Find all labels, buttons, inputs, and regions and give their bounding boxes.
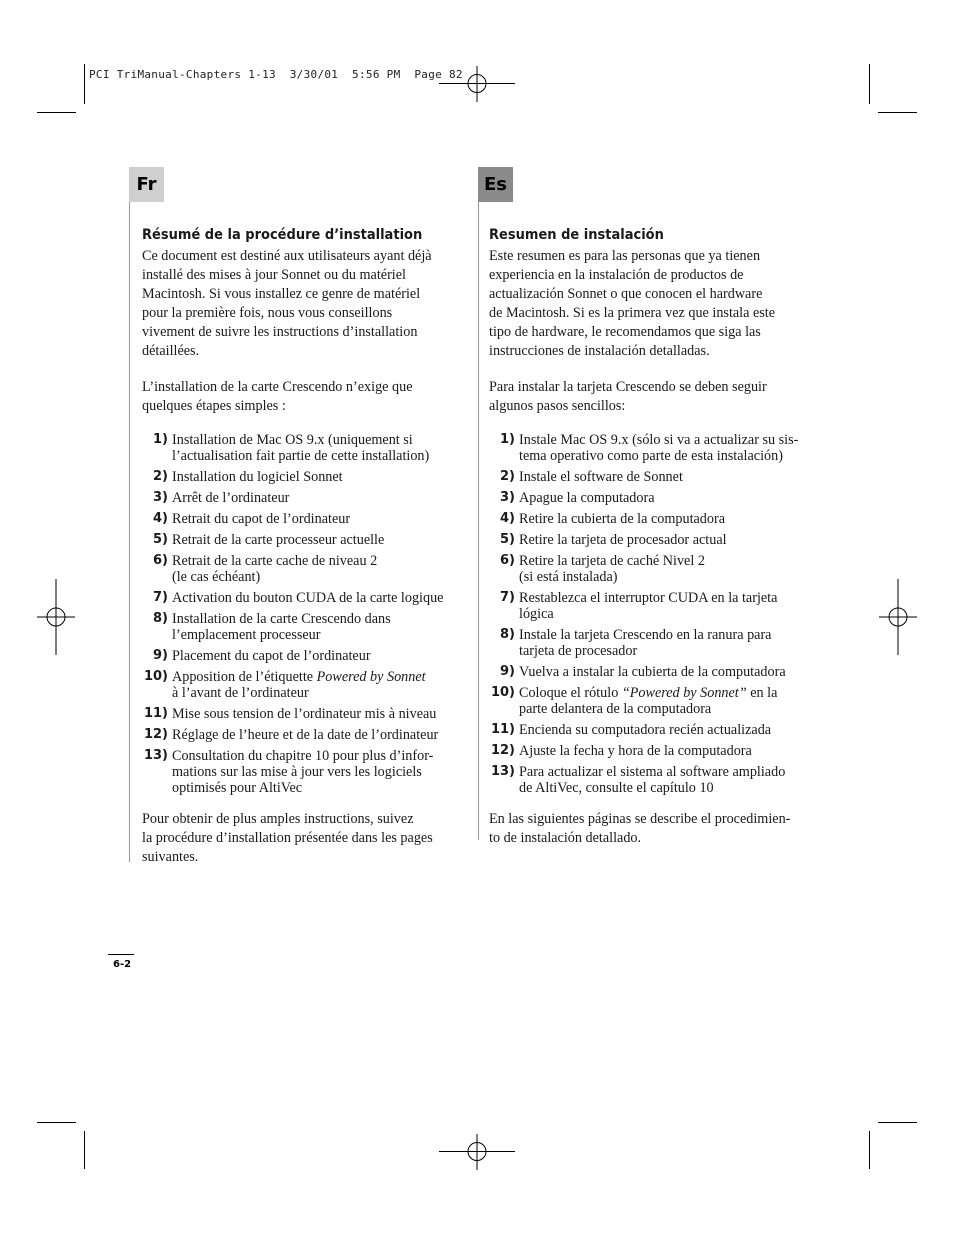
list-item: 9) Placement du capot de l’ordinateur — [153, 648, 371, 665]
crop-mark-bottom-left-h — [37, 1122, 76, 1123]
crop-mark-top-right-h — [878, 112, 917, 113]
text-line: la procédure d’installation présentée dans les pages — [142, 830, 433, 847]
text-line: algunos pasos sencillos: — [489, 398, 626, 415]
text-line: installé des mises à jour Sonnet ou du matériel — [142, 266, 406, 283]
column-rule-right — [478, 202, 479, 840]
text-line: suivantes. — [142, 849, 199, 866]
list-item: 4) Retrait du capot de l’ordinateur — [153, 511, 351, 528]
registration-mark-left-icon — [37, 579, 75, 655]
list-item: 6) Retrait de la carte cache de niveau 2 (le cas échéant) — [153, 553, 378, 586]
list-item: 7) Activation du bouton CUDA de la carte logique — [153, 590, 444, 607]
spanish-lead — [489, 378, 801, 416]
registration-mark-right-icon — [879, 579, 917, 655]
list-item: 11) Encienda su computadora recién actualizada — [490, 722, 772, 739]
text-line: détaillées. — [142, 342, 200, 359]
text-line: Pour obtenir de plus amples instructions, suivez — [142, 811, 414, 828]
page-number: 6-2 — [113, 959, 132, 970]
list-item: 12) Ajuste la fecha y hora de la computadora — [490, 743, 752, 760]
french-intro — [142, 247, 462, 360]
crop-mark-bottom-right-h — [878, 1122, 917, 1123]
registration-mark-top-icon — [439, 66, 515, 102]
list-item: 4) Retire la cubierta de la computadora — [500, 511, 726, 528]
language-tab-spanish: Es — [478, 167, 513, 202]
print-slug: PCI TriManual-Chapters 1-13 3/30/01 5:56 PM Page 82 — [89, 68, 463, 81]
registration-mark-bottom-icon — [439, 1134, 515, 1170]
text-line: En las siguientes páginas se describe el procedimien- — [489, 811, 791, 828]
list-item: 12) Réglage de l’heure et de la date de l’ordinateur — [143, 727, 439, 744]
text-line: Ce document est destiné aux utilisateurs ayant déjà — [142, 248, 432, 264]
text-line: Para instalar la tarjeta Crescendo se deben seguir — [489, 379, 767, 396]
folio-rule — [108, 954, 134, 955]
list-item: 10) Apposition de l’étiquette Powered by Sonnet à l’avant de l’ordinateur — [143, 669, 426, 702]
list-item: 10) Coloque el rótulo “Powered by Sonnet” en la parte delantera de la computadora — [490, 685, 778, 718]
list-item: 8) Installation de la carte Crescendo dans l’emplacement processeur — [153, 611, 391, 644]
crop-mark-top-left-h — [37, 112, 76, 113]
list-item: 5) Retire la tarjeta de procesador actual — [500, 532, 727, 549]
list-item: 7) Restablezca el interruptor CUDA en la tarjeta lógica — [500, 590, 778, 623]
crop-mark-bottom-left-v — [84, 1131, 85, 1169]
list-item: 11) Mise sous tension de l’ordinateur mis à niveau — [143, 706, 437, 723]
list-item: 9) Vuelva a instalar la cubierta de la computadora — [500, 664, 786, 681]
crop-mark-bottom-right-v — [869, 1131, 870, 1169]
list-item: 1) Installation de Mac OS 9.x (uniquement si l’actualisation fait partie de cette installation) — [153, 432, 430, 465]
list-item: 2) Installation du logiciel Sonnet — [153, 469, 343, 486]
crop-mark-top-right-v — [869, 64, 870, 104]
list-item: 8) Instale la tarjeta Crescendo en la ranura para tarjeta de procesador — [500, 627, 772, 660]
french-outro — [142, 810, 462, 867]
column-rule-left — [129, 202, 130, 862]
list-item: 3) Arrêt de l’ordinateur — [153, 490, 290, 507]
text-line: experiencia en la instalación de productos de — [489, 266, 744, 283]
text-line: to de instalación detallado. — [489, 830, 642, 847]
text-line: actualización Sonnet o que conocen el hardware — [489, 285, 763, 302]
list-item: 13) Para actualizar el sistema al software ampliado de AltiVec, consulte el capítulo 10 — [490, 764, 786, 797]
text-line: quelques étapes simples : — [142, 398, 286, 415]
list-item: 6) Retire la tarjeta de caché Nivel 2 (si está instalada) — [500, 553, 705, 586]
text-line: pour la première fois, nous vous conseillons — [142, 304, 393, 321]
list-item: 13) Consultation du chapitre 10 pour plus d’infor- mations sur las mise à jour vers les logiciels optimisés pour AltiVec — [143, 748, 434, 797]
french-heading: Résumé de la procédure d’installation — [142, 227, 423, 243]
list-item: 5) Retrait de la carte processeur actuelle — [153, 532, 385, 549]
text-line: vivement de suivre les instructions d’installation — [142, 323, 418, 340]
text-line: Este resumen es para las personas que ya tienen — [489, 248, 761, 264]
french-lead — [142, 378, 462, 416]
list-item: 1) Instale Mac OS 9.x (sólo si va a actualizar su sis- tema operativo como parte de esta instalación) — [500, 432, 799, 465]
spanish-outro — [489, 810, 801, 848]
spanish-column — [489, 226, 801, 848]
crop-mark-top-left-v — [84, 64, 85, 104]
spanish-steps-list — [489, 432, 801, 796]
list-item: 3) Apague la computadora — [500, 490, 655, 507]
french-steps-list — [142, 432, 462, 796]
french-column — [142, 226, 462, 867]
text-line: de Macintosh. Si es la primera vez que instala este — [489, 304, 776, 321]
text-line: instrucciones de instalación detalladas. — [489, 342, 710, 359]
text-line: tipo de hardware, le recomendamos que siga las — [489, 323, 761, 340]
spanish-heading: Resumen de instalación — [489, 227, 664, 243]
list-item: 2) Instale el software de Sonnet — [500, 469, 683, 486]
text-line: Macintosh. Si vous installez ce genre de matériel — [142, 285, 421, 302]
language-tab-french: Fr — [129, 167, 164, 202]
spanish-intro — [489, 247, 801, 360]
text-line: L’installation de la carte Crescendo n’exige que — [142, 379, 413, 396]
